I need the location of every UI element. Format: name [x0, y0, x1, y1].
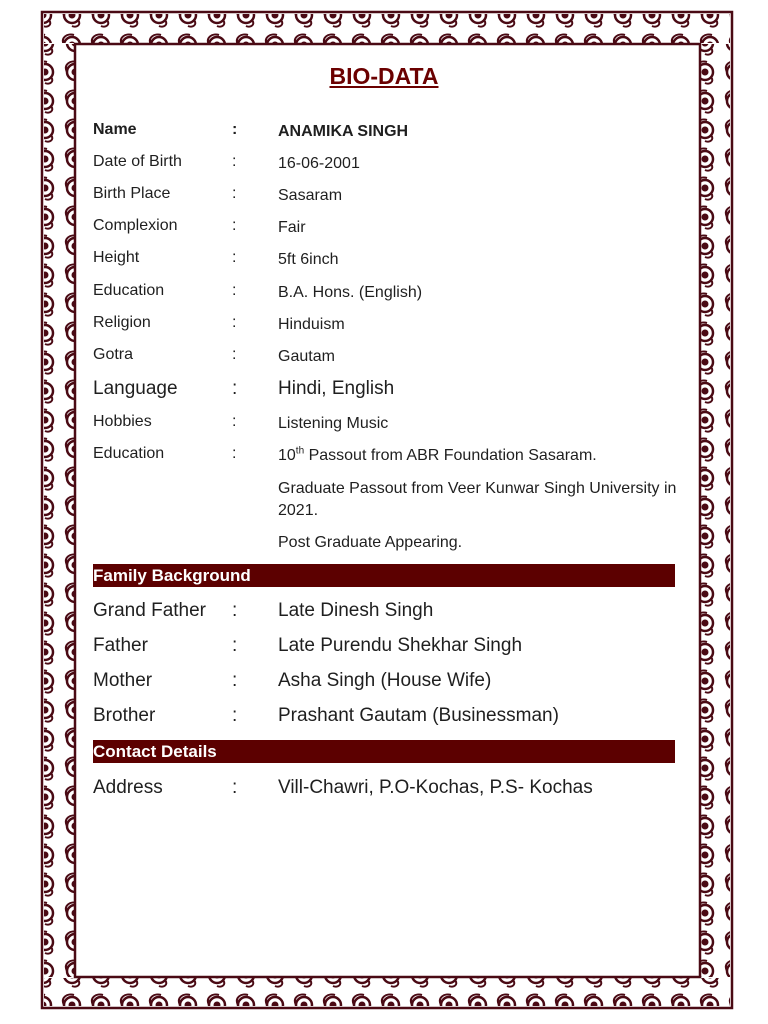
section-heading-family: Family Background	[93, 564, 675, 587]
field-label: Hobbies	[93, 413, 152, 430]
field-label: Name	[93, 121, 137, 138]
field-colon: :	[232, 314, 237, 331]
field-colon: :	[232, 346, 237, 363]
field-value: Late Dinesh Singh	[278, 600, 434, 621]
edu-line1-num: 10	[278, 447, 296, 464]
field-value: Prashant Gautam (Businessman)	[278, 705, 559, 726]
field-colon: :	[232, 153, 237, 170]
field-colon: :	[232, 600, 238, 621]
field-label: Complexion	[93, 217, 178, 234]
field-label: Height	[93, 249, 140, 266]
field-label: Education	[93, 445, 165, 462]
field-colon: :	[232, 705, 238, 726]
field-colon: :	[232, 378, 238, 399]
field-value: Asha Singh (House Wife)	[278, 670, 492, 691]
field-label: Gotra	[93, 346, 134, 363]
field-label: Language	[93, 378, 178, 399]
page-title: BIO-DATA	[329, 63, 439, 89]
field-value: ANAMIKA SINGH	[278, 123, 409, 140]
field-label: Mother	[93, 670, 153, 691]
field-label: Religion	[93, 314, 151, 331]
field-colon: :	[232, 670, 238, 691]
field-label: Address	[93, 777, 163, 798]
field-colon: :	[232, 413, 237, 430]
field-value: Hinduism	[278, 316, 345, 333]
field-value: Listening Music	[278, 415, 389, 432]
field-label: Grand Father	[93, 600, 206, 621]
field-value: Graduate Passout from Veer Kunwar Singh University in 2021.	[278, 480, 677, 519]
field-label: Date of Birth	[93, 153, 182, 170]
field-colon: :	[232, 249, 237, 266]
field-value: 16-06-2001	[278, 155, 360, 172]
field-colon: :	[232, 635, 238, 656]
field-label: Brother	[93, 705, 156, 726]
field-label: Father	[93, 635, 148, 656]
field-value: B.A. Hons. (English)	[278, 284, 423, 301]
field-colon: :	[232, 217, 237, 234]
edu-line1-sup: th	[295, 445, 305, 457]
field-label: Education	[93, 282, 165, 299]
field-value: Post Graduate Appearing.	[278, 534, 463, 551]
section-heading-contact: Contact Details	[93, 740, 675, 763]
field-value: Late Purendu Shekhar Singh	[278, 635, 523, 656]
field-colon: :	[232, 445, 237, 462]
field-value	[278, 445, 678, 467]
edu-line1-rest: Passout from ABR Foundation Sasaram.	[304, 447, 597, 464]
field-label: Birth Place	[93, 185, 171, 202]
field-value: Gautam	[278, 348, 335, 365]
field-value: Hindi, English	[278, 378, 395, 399]
field-colon: :	[232, 121, 238, 138]
field-value: 5ft 6inch	[278, 251, 339, 268]
field-value: Sasaram	[278, 187, 343, 204]
field-colon: :	[232, 185, 237, 202]
field-colon: :	[232, 282, 237, 299]
field-value: Fair	[278, 219, 306, 236]
field-colon: :	[232, 777, 238, 798]
field-value: Vill-Chawri, P.O-Kochas, P.S- Kochas	[278, 777, 593, 798]
